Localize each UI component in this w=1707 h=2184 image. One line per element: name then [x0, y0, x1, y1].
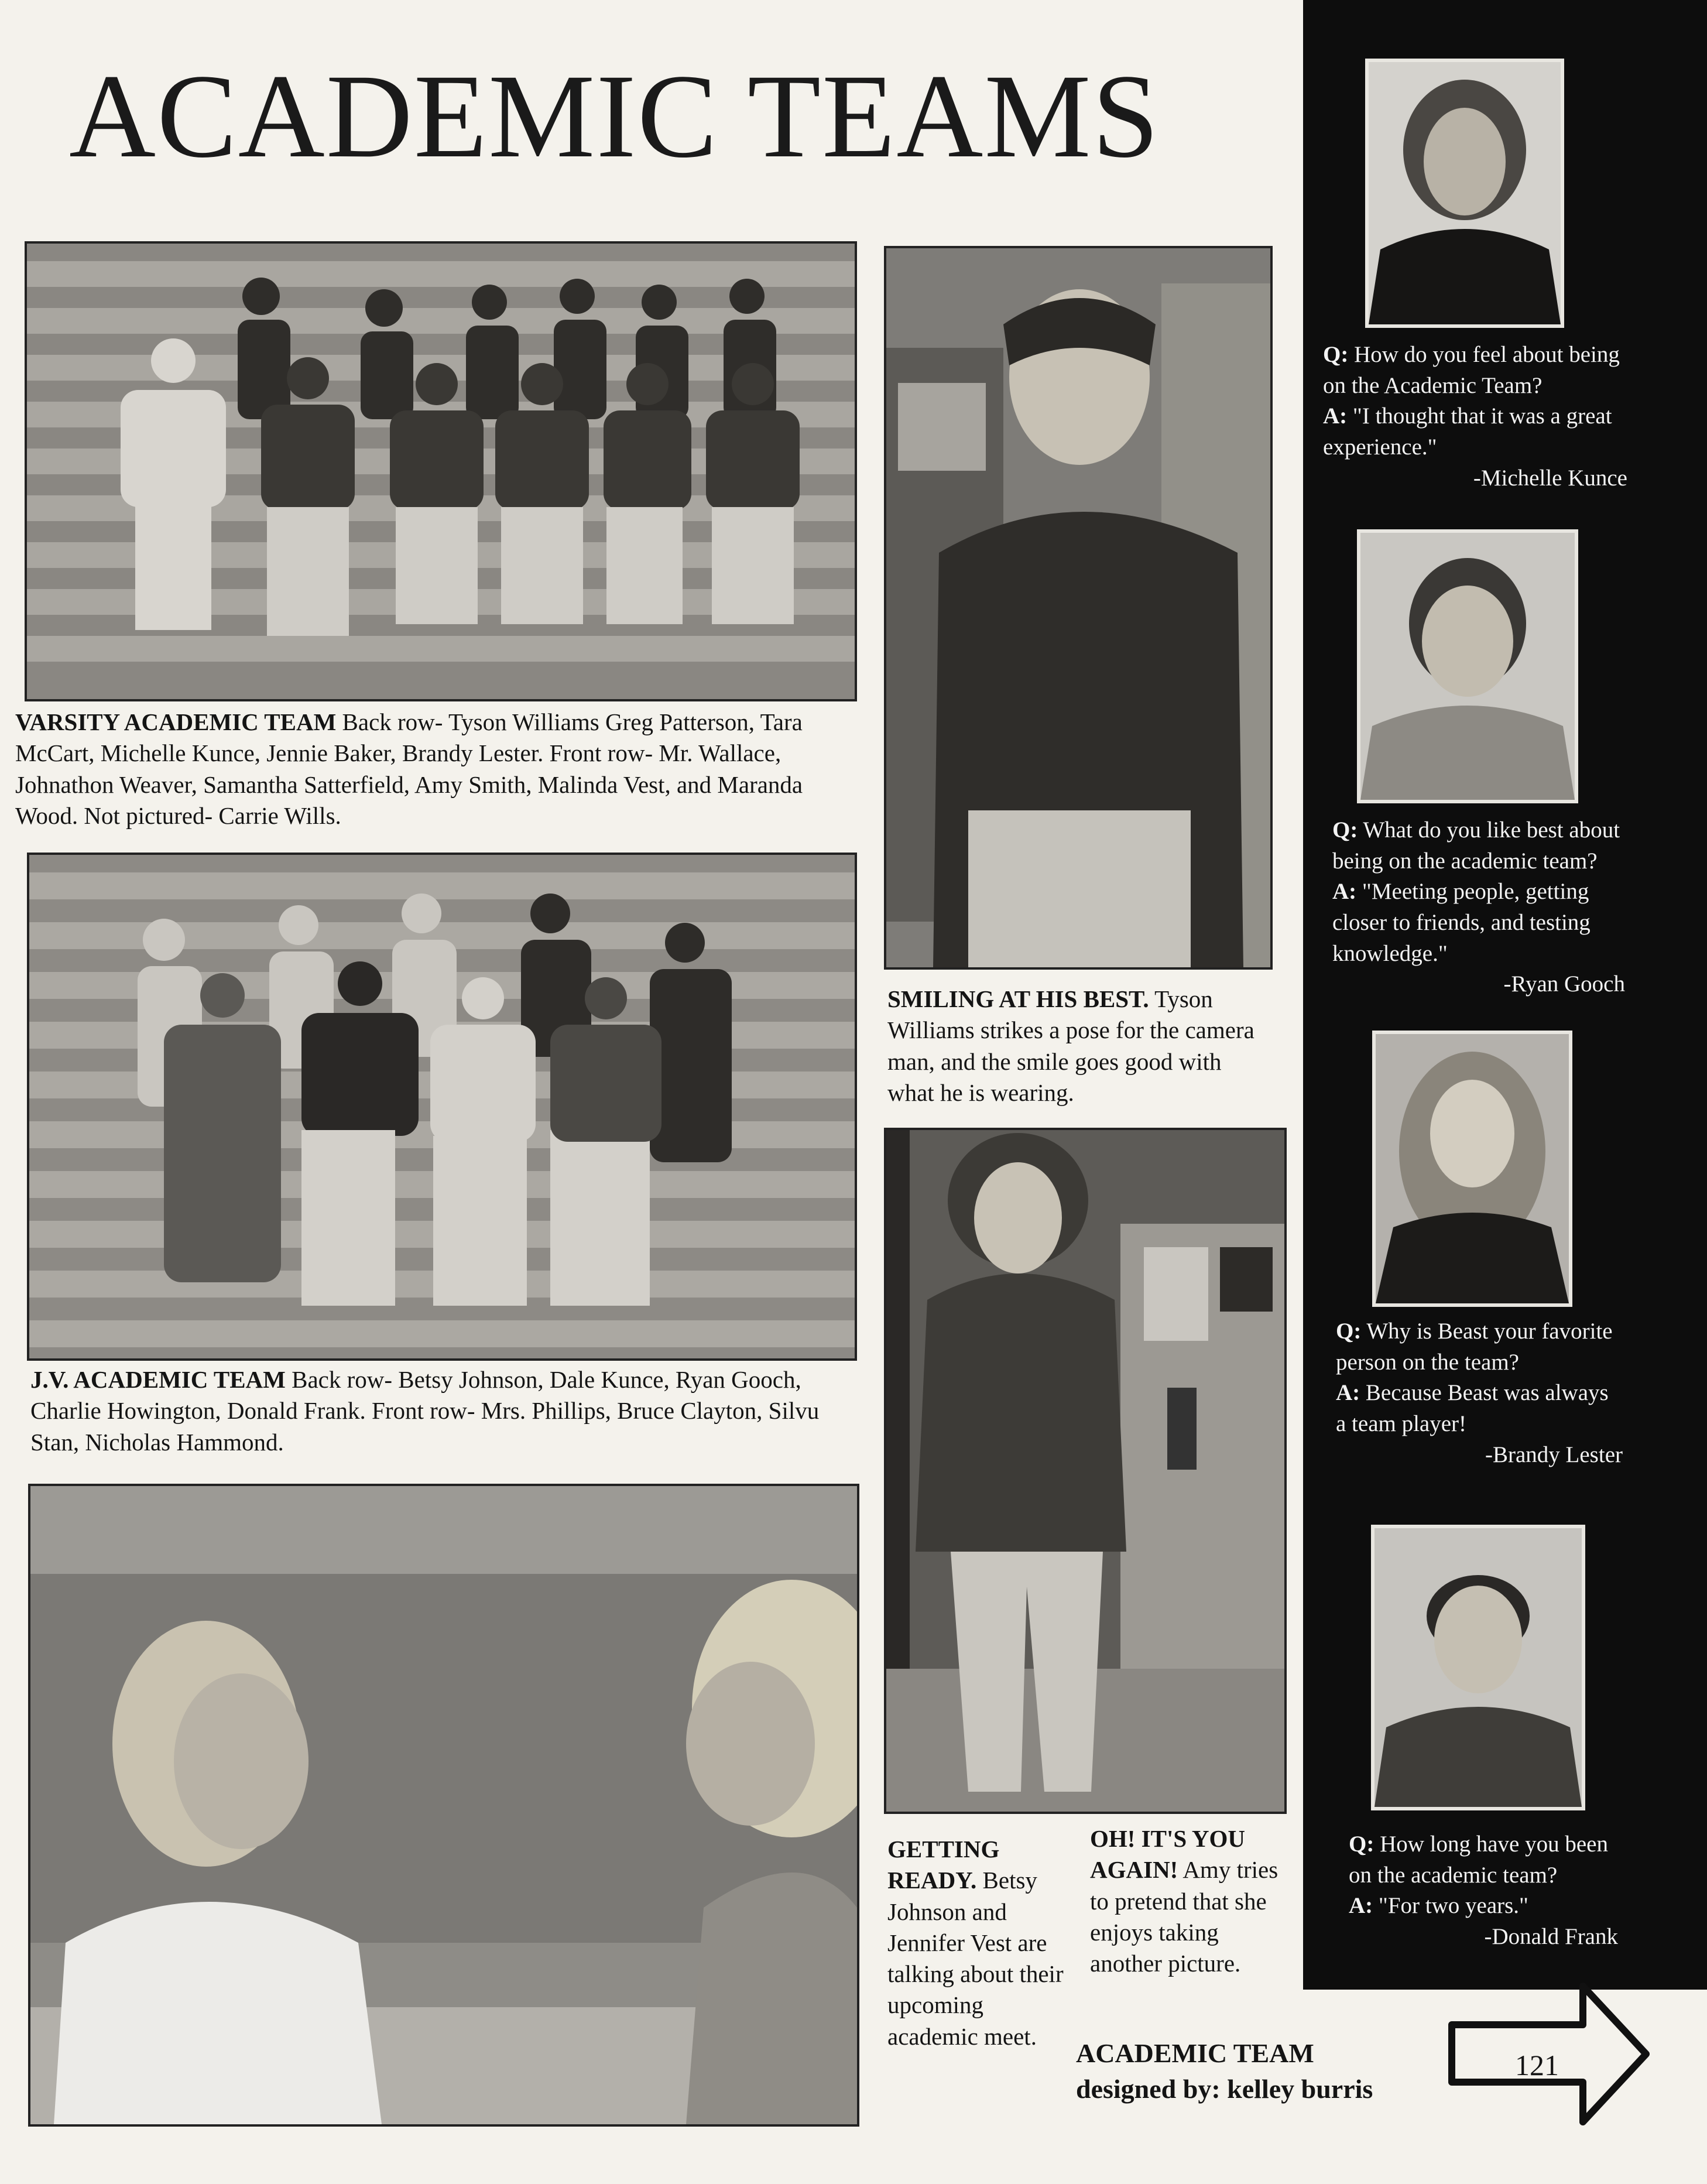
- jv-caption: [30, 1364, 850, 1458]
- varsity-caption: [15, 707, 865, 831]
- getting-ready-caption-body: Betsy Johnson and Jennifer Vest are talking about their upcoming academic meet.: [887, 1867, 1064, 2050]
- michelle-kunce-portrait: [1365, 59, 1564, 328]
- qa-answer-label: A:: [1332, 879, 1357, 905]
- qa-question-label: Q:: [1349, 1832, 1374, 1857]
- smiling-caption: [887, 984, 1268, 1108]
- page-title: ACADEMIC TEAMS: [69, 50, 1160, 183]
- footer-designer-credit: designed by: kelley burris: [1076, 2074, 1373, 2104]
- qa-question-text: What do you like best about being on the academic team?: [1332, 817, 1620, 874]
- qa-michelle-kunce: [1323, 340, 1627, 494]
- qa-donald-frank: [1349, 1829, 1618, 1953]
- jv-caption-heading: J.V. ACADEMIC TEAM: [30, 1366, 286, 1393]
- qa-answer-text: "Meeting people, getting closer to friends, and testing knowledge.": [1332, 879, 1591, 966]
- jv-team-photo: [27, 853, 857, 1361]
- qa-brandy-lester: [1336, 1316, 1623, 1470]
- getting-ready-photo: [28, 1484, 859, 2127]
- smiling-caption-body: Tyson Williams strikes a pose for the camera man, and the smile goes good with what he is wearing.: [887, 985, 1254, 1106]
- qa-answer-label: A:: [1336, 1380, 1360, 1406]
- oh-its-you-caption-body: Amy tries to pretend that she enjoys taking another picture.: [1090, 1856, 1278, 1977]
- tyson-photo: [884, 246, 1273, 970]
- oh-its-you-caption: [1090, 1823, 1289, 1979]
- amy-photo: [884, 1128, 1287, 1814]
- qa-question-label: Q:: [1323, 342, 1349, 367]
- qa-question-label: Q:: [1332, 817, 1358, 843]
- qa-respondent: -Donald Frank: [1484, 1923, 1618, 1949]
- qa-answer-text: "I thought that it was a great experience.": [1323, 403, 1612, 460]
- qa-question-label: Q:: [1336, 1319, 1362, 1344]
- oh-its-you-caption-heading: OH! IT'S YOU AGAIN!: [1090, 1825, 1246, 1884]
- varsity-caption-heading: VARSITY ACADEMIC TEAM: [15, 708, 337, 735]
- qa-answer-text: Because Beast was always a team player!: [1336, 1380, 1609, 1436]
- qa-answer-label: A:: [1349, 1893, 1373, 1919]
- getting-ready-caption-heading: GETTING READY.: [887, 1836, 1000, 1894]
- qa-ryan-gooch: [1332, 815, 1625, 1000]
- jv-caption-body: Back row- Betsy Johnson, Dale Kunce, Ryan Gooch, Charlie Howington, Donald Frank. Front row- Mrs. Phillips, Bruce Clayton, Silvu Stan, Nicholas Hammond.: [30, 1366, 820, 1456]
- smiling-caption-heading: SMILING AT HIS BEST.: [887, 985, 1149, 1012]
- qa-respondent: -Brandy Lester: [1485, 1442, 1623, 1467]
- varsity-team-photo: [25, 241, 857, 701]
- qa-question-text: How do you feel about being on the Academic Team?: [1323, 342, 1620, 398]
- design-credit: [1076, 2035, 1373, 2107]
- varsity-caption-body: Back row- Tyson Williams Greg Patterson, Tara McCart, Michelle Kunce, Jennie Baker, Brandy Lester. Front row- Mr. Wallace, Johnathon Weaver, Samantha Satterfield, Amy Smith, Malinda Vest, and Maranda Wood. Not pictured- Carrie Wills.: [15, 708, 803, 829]
- qa-respondent: -Ryan Gooch: [1503, 971, 1625, 997]
- qa-question-text: How long have you been on the academic team?: [1349, 1832, 1608, 1888]
- qa-answer-label: A:: [1323, 403, 1348, 429]
- page-number: 121: [1515, 2049, 1559, 2082]
- getting-ready-caption: [887, 1834, 1069, 2052]
- brandy-lester-portrait: [1372, 1031, 1572, 1307]
- qa-answer-text: "For two years.": [1373, 1893, 1528, 1919]
- qa-respondent: -Michelle Kunce: [1473, 465, 1627, 491]
- qa-question-text: Why is Beast your favorite person on the team?: [1336, 1319, 1613, 1375]
- footer-section-name: ACADEMIC TEAM: [1076, 2038, 1314, 2068]
- donald-frank-portrait: [1371, 1525, 1585, 1810]
- ryan-gooch-portrait: [1357, 529, 1578, 803]
